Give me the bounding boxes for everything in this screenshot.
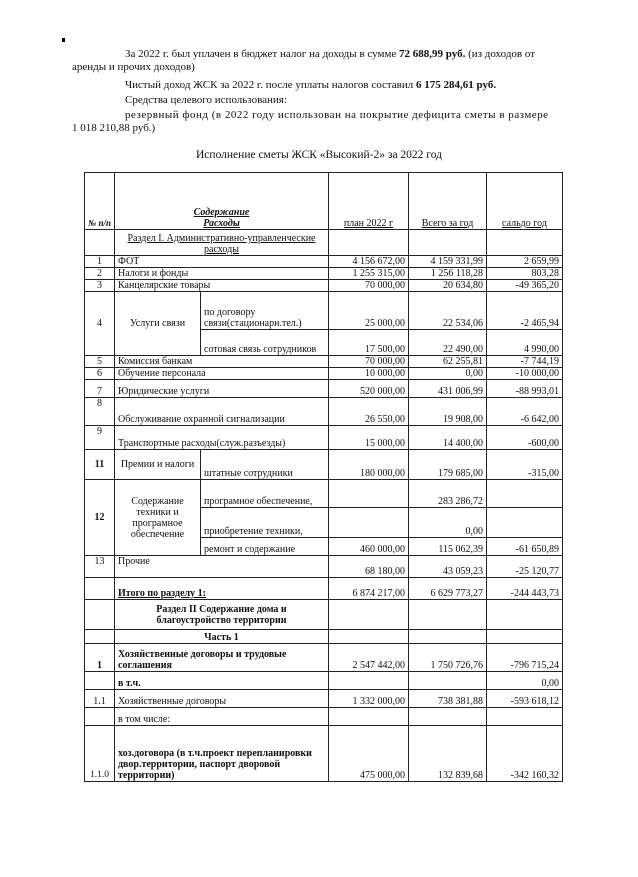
row-balance: [487, 480, 563, 508]
row-total: 43 059,23: [409, 556, 487, 578]
row-num: 6: [85, 368, 115, 380]
scan-mark: [62, 38, 65, 42]
row-subname: приобретение техники,: [201, 508, 329, 538]
row-name: Услуги связи: [115, 292, 201, 356]
row-plan: 4 156 672,00: [329, 256, 409, 268]
table-row: [85, 380, 563, 398]
row-subname: по договору связи(стационарн.тел.): [201, 292, 329, 330]
table-row: [85, 280, 563, 292]
row-balance: -600,00: [487, 426, 563, 450]
row-balance: -342 160,32: [487, 726, 563, 782]
row-plan: 520 000,00: [329, 380, 409, 398]
tax-text-end: (из доходов от: [465, 48, 536, 60]
table-row: [85, 292, 563, 330]
row-plan: 70 000,00: [329, 356, 409, 368]
row-total: 22 490,00: [409, 330, 487, 356]
table-row: [85, 672, 563, 690]
row-name: Обслуживание охранной сигнализации: [115, 398, 329, 426]
row-num: 2: [85, 268, 115, 280]
row-num: 4: [85, 292, 115, 356]
header-content-line2: Расходы: [203, 218, 240, 229]
row-plan: 26 550,00: [329, 398, 409, 426]
page-title: Исполнение сметы ЖСК «Высокий-2» за 2022 год: [196, 149, 442, 161]
row-total: 1 750 726,76: [409, 644, 487, 672]
row-name: Прочие: [115, 556, 329, 578]
row-subname: ремонт и содержание: [201, 538, 329, 556]
row-balance: 2 659,99: [487, 256, 563, 268]
row-plan: 15 000,00: [329, 426, 409, 450]
row-total: 0,00: [409, 368, 487, 380]
table-row: [85, 398, 563, 426]
table-row: [85, 644, 563, 672]
row-name: Хозяйственные договоры и трудовые соглашения: [115, 644, 329, 672]
row-subname: програмное обеспечение,: [201, 480, 329, 508]
row-total: 22 534,06: [409, 292, 487, 330]
table-row: [85, 426, 563, 450]
row-balance: -6 642,00: [487, 398, 563, 426]
row-num: 13: [85, 556, 115, 578]
intro-line-6: 1 018 210,88 руб.): [72, 122, 156, 134]
row-balance: -10 000,00: [487, 368, 563, 380]
table-row: [85, 256, 563, 268]
row-total: 431 006,99: [409, 380, 487, 398]
table-row: [85, 708, 563, 726]
row-num: 8: [85, 398, 115, 426]
table-row: [85, 726, 563, 782]
section2-part-row: [85, 630, 563, 644]
row-total: 179 685,00: [409, 450, 487, 480]
net-income-amount: 6 175 284,61 руб.: [416, 79, 497, 91]
table-header: [85, 173, 563, 230]
row-plan: 70 000,00: [329, 280, 409, 292]
section1-row: [85, 230, 563, 256]
row-balance: -61 650,89: [487, 538, 563, 556]
row-plan: [329, 480, 409, 508]
row-balance: -25 120,77: [487, 556, 563, 578]
row-name: в том числе:: [115, 708, 329, 726]
row-name: хоз.договора (в т.ч.проект перепланировки двор.территории, паспорт дворовой территории): [115, 726, 329, 782]
tax-amount: 72 688,99 руб.: [399, 48, 466, 60]
row-name: Комиссия банкам: [115, 356, 329, 368]
row-name: Транспортные расходы(служ.разъезды): [115, 426, 329, 450]
section2-row: [85, 600, 563, 630]
row-num: 1.1.0: [85, 726, 115, 782]
row-name: Налоги и фонды: [115, 268, 329, 280]
row-total: 19 908,00: [409, 398, 487, 426]
row-balance: 803,28: [487, 268, 563, 280]
row-balance: -7 744,19: [487, 356, 563, 368]
row-balance: -49 365,20: [487, 280, 563, 292]
row-balance: 4 990,00: [487, 330, 563, 356]
row-name: Юридические услуги: [115, 380, 329, 398]
intro-line-3: [125, 79, 496, 92]
row-balance: -593 618,12: [487, 690, 563, 708]
section2-part: Часть 1: [115, 630, 329, 644]
row-total: [409, 672, 487, 690]
row-name: Обучение персонала: [115, 368, 329, 380]
row-total: 4 159 331,99: [409, 256, 487, 268]
row-total: 0,00: [409, 508, 487, 538]
row-plan: 1 255 315,00: [329, 268, 409, 280]
table-row: [85, 556, 563, 578]
row-plan: 2 547 442,00: [329, 644, 409, 672]
row-name: Канцелярские товары: [115, 280, 329, 292]
row-plan: 475 000,00: [329, 726, 409, 782]
row-plan: [329, 508, 409, 538]
header-content: [115, 173, 329, 230]
row-total: 132 839,68: [409, 726, 487, 782]
row-subname: штатные сотрудники: [201, 450, 329, 480]
header-content-line1: Содержание: [193, 207, 250, 218]
row-plan: 10 000,00: [329, 368, 409, 380]
row-name: в т.ч.: [115, 672, 329, 690]
section1-total-plan: 6 874 217,00: [329, 578, 409, 600]
row-total: 1 256 118,28: [409, 268, 487, 280]
row-plan: 1 332 000,00: [329, 690, 409, 708]
row-num: 11: [85, 450, 115, 480]
table-row: [85, 356, 563, 368]
row-total: 20 634,80: [409, 280, 487, 292]
table-row: [85, 690, 563, 708]
row-num: 9: [85, 426, 115, 450]
net-income-text: Чистый доход ЖСК за 2022 г. после уплаты налогов составил: [125, 79, 416, 91]
table-row: [85, 368, 563, 380]
row-plan: [329, 708, 409, 726]
row-total: 14 400,00: [409, 426, 487, 450]
row-num: 7: [85, 380, 115, 398]
row-num: 1: [85, 256, 115, 268]
row-total: 283 286,72: [409, 480, 487, 508]
table-row: [85, 480, 563, 508]
row-total: 738 381,88: [409, 690, 487, 708]
row-plan: 17 500,00: [329, 330, 409, 356]
header-balance: сальдо год: [487, 173, 563, 230]
header-plan: план 2022 г: [329, 173, 409, 230]
table-row: [85, 450, 563, 480]
section1-total-label: Итого по разделу 1:: [115, 578, 329, 600]
row-total: [409, 708, 487, 726]
tax-text: За 2022 г. был уплачен в бюджет налог на доходы в сумме: [125, 48, 400, 60]
row-num: 1.1: [85, 690, 115, 708]
row-name: Хозяйственные договоры: [115, 690, 329, 708]
section1-total-row: [85, 578, 563, 600]
row-balance: [487, 708, 563, 726]
row-balance: -88 993,01: [487, 380, 563, 398]
row-plan: 25 000,00: [329, 292, 409, 330]
row-total: 115 062,39: [409, 538, 487, 556]
row-subname: сотовая связь сотрудников: [201, 330, 329, 356]
intro-line-2: аренды и прочих доходов): [72, 61, 195, 73]
row-num: [85, 672, 115, 690]
intro-line-1: [125, 48, 535, 61]
row-balance: [487, 508, 563, 538]
row-num: 3: [85, 280, 115, 292]
section1-title: Раздел I. Административно-управленческие расходы: [115, 230, 329, 256]
row-num: [85, 708, 115, 726]
row-name: Премии и налоги: [115, 450, 201, 480]
row-num: 12: [85, 480, 115, 556]
intro-line-5: резервный фонд (в 2022 году использован на покрытие дефицита сметы в размере: [125, 109, 549, 121]
section2-title: Раздел II Содержание дома и благоустройство территории: [115, 600, 329, 630]
intro-line-4: Средства целевого использования:: [125, 94, 287, 106]
row-num: 5: [85, 356, 115, 368]
header-total: Всего за год: [409, 173, 487, 230]
row-total: 62 255,81: [409, 356, 487, 368]
row-plan: 180 000,00: [329, 450, 409, 480]
row-name: ФОТ: [115, 256, 329, 268]
section1-total-total: 6 629 773,27: [409, 578, 487, 600]
table-row: [85, 268, 563, 280]
row-plan: 68 180,00: [329, 556, 409, 578]
row-plan: 460 000,00: [329, 538, 409, 556]
row-name: Содержание техники и програмное обеспечение: [115, 480, 201, 556]
row-balance: 0,00: [487, 672, 563, 690]
row-num: 1: [85, 644, 115, 672]
row-plan: [329, 672, 409, 690]
budget-table: [84, 172, 563, 782]
section1-total-balance: -244 443,73: [487, 578, 563, 600]
row-balance: -2 465,94: [487, 292, 563, 330]
header-num: № п/п: [85, 173, 115, 230]
row-balance: -796 715,24: [487, 644, 563, 672]
row-balance: -315,00: [487, 450, 563, 480]
